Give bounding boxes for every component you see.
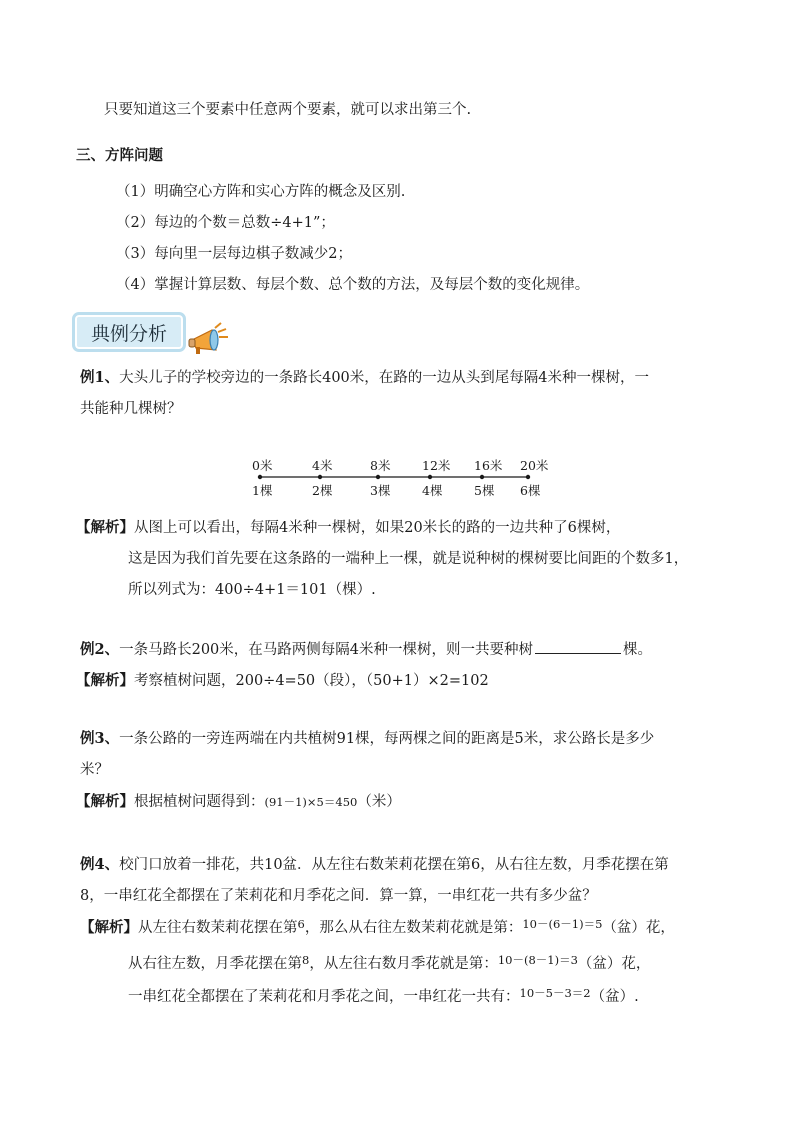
tree-count-label: 6棵 xyxy=(520,483,541,498)
section-title: 三、方阵问题 xyxy=(76,147,163,164)
example4-solution-line3: 一串红花全都摆在了茉莉花和月季花之间，一串红花一共有：$^{10-5-3=2}$（盆）. xyxy=(128,986,639,1005)
distance-label: 8米 xyxy=(370,458,391,473)
tree-dot xyxy=(258,475,262,479)
list-item: （1）明确空心方阵和实心方阵的概念及区别. xyxy=(116,184,406,200)
tree-planting-diagram xyxy=(244,456,554,500)
badge-label: 典例分析 xyxy=(90,322,167,345)
answer-blank xyxy=(535,639,621,654)
solution-label: 【解析】 xyxy=(76,672,134,689)
example4-question-line2: 8，一串红花全都摆在了茉莉花和月季花之间．算一算，一串红花一共有多少盆？ xyxy=(80,888,597,904)
distance-label: 0米 xyxy=(252,458,273,473)
solution-label: 【解析】 xyxy=(76,519,134,536)
tree-dot xyxy=(318,475,322,479)
tree-count-label: 5棵 xyxy=(474,483,495,498)
example-label: 例2、 xyxy=(80,641,120,658)
example1-solution-line3: 所以列式为：400÷4+1＝101（棵）. xyxy=(128,582,376,598)
example-label: 例3、 xyxy=(80,730,120,747)
tree-count-label: 4棵 xyxy=(422,483,443,498)
formula: (91－1)×5＝450 xyxy=(264,795,358,809)
example2-question: 例2、一条马路长200米，在马路两侧每隔4米种一棵树，则一共要种树 棵。 xyxy=(80,641,652,658)
example-analysis-badge xyxy=(72,312,186,352)
example3-solution: 【解析】根据植树问题得到：(91－1)×5＝450（米） xyxy=(76,793,401,810)
tree-count-label: 1棵 xyxy=(252,483,273,498)
example1-question-line2: 共能种几棵树？ xyxy=(80,401,182,417)
tree-count-label: 2棵 xyxy=(312,483,333,498)
example-label: 例1、 xyxy=(80,369,120,386)
distance-label: 20米 xyxy=(520,458,549,473)
megaphone-icon xyxy=(188,322,232,358)
example3-question-line1: 例3、一条公路的一旁连两端在内共植树91棵，每两棵之间的距离是5米，求公路长是多少 xyxy=(80,730,655,747)
list-item: （4）掌握计算层数、每层个数、总个数的方法，及每层个数的变化规律。 xyxy=(116,277,590,293)
example-label: 例4、 xyxy=(80,856,120,873)
list-item: （3）每向里一层每边棋子数减少2； xyxy=(116,246,352,262)
distance-label: 16米 xyxy=(474,458,503,473)
example1-solution-line2: 这是因为我们首先要在这条路的一端种上一棵，就是说种树的棵树要比间距的个数多1， xyxy=(128,551,689,567)
example1-question-line1: 例1、大头儿子的学校旁边的一条路长400米，在路的一边从头到尾每隔4米种一棵树，一 xyxy=(80,369,649,386)
example4-solution-line1: 【解析】从左往右数茉莉花摆在第$^6$，那么从右往左数茉莉花就是第：$^{10-(6-1)=5}$（盆）花， xyxy=(80,917,675,936)
tree-dot xyxy=(526,475,530,479)
example3-question-line2: 米？ xyxy=(80,762,109,778)
tree-dot xyxy=(428,475,432,479)
list-item: （2）每边的个数＝总数÷4+1”； xyxy=(116,215,335,231)
distance-label: 4米 xyxy=(312,458,333,473)
example2-solution: 【解析】考察植树问题，200÷4=50（段），（50+1）×2=102 xyxy=(76,672,489,689)
distance-label: 12米 xyxy=(422,458,451,473)
tree-dot xyxy=(376,475,380,479)
tree-dot xyxy=(480,475,484,479)
example1-solution-line1: 【解析】从图上可以看出，每隔4米种一棵树，如果20米长的路的一边共种了6棵树， xyxy=(76,519,621,536)
formula: 10－(8－1)＝3 xyxy=(497,953,578,967)
example4-question-line1: 例4、校门口放着一排花，共10盆．从左往右数茉莉花摆在第6，从右往左数，月季花摆在第 xyxy=(80,856,669,873)
formula: 10－(6－1)＝5 xyxy=(522,917,603,931)
solution-label: 【解析】 xyxy=(80,919,138,936)
intro-line: 只要知道这三个要素中任意两个要素，就可以求出第三个. xyxy=(104,102,472,118)
tree-count-label: 3棵 xyxy=(370,483,391,498)
solution-label: 【解析】 xyxy=(76,793,134,810)
formula: 10－5－3＝2 xyxy=(519,986,591,1000)
example4-solution-line2: 从右往左数，月季花摆在第$^8$，从左往右数月季花就是第：$^{10-(8-1)=3}$（盆）花， xyxy=(128,953,651,972)
